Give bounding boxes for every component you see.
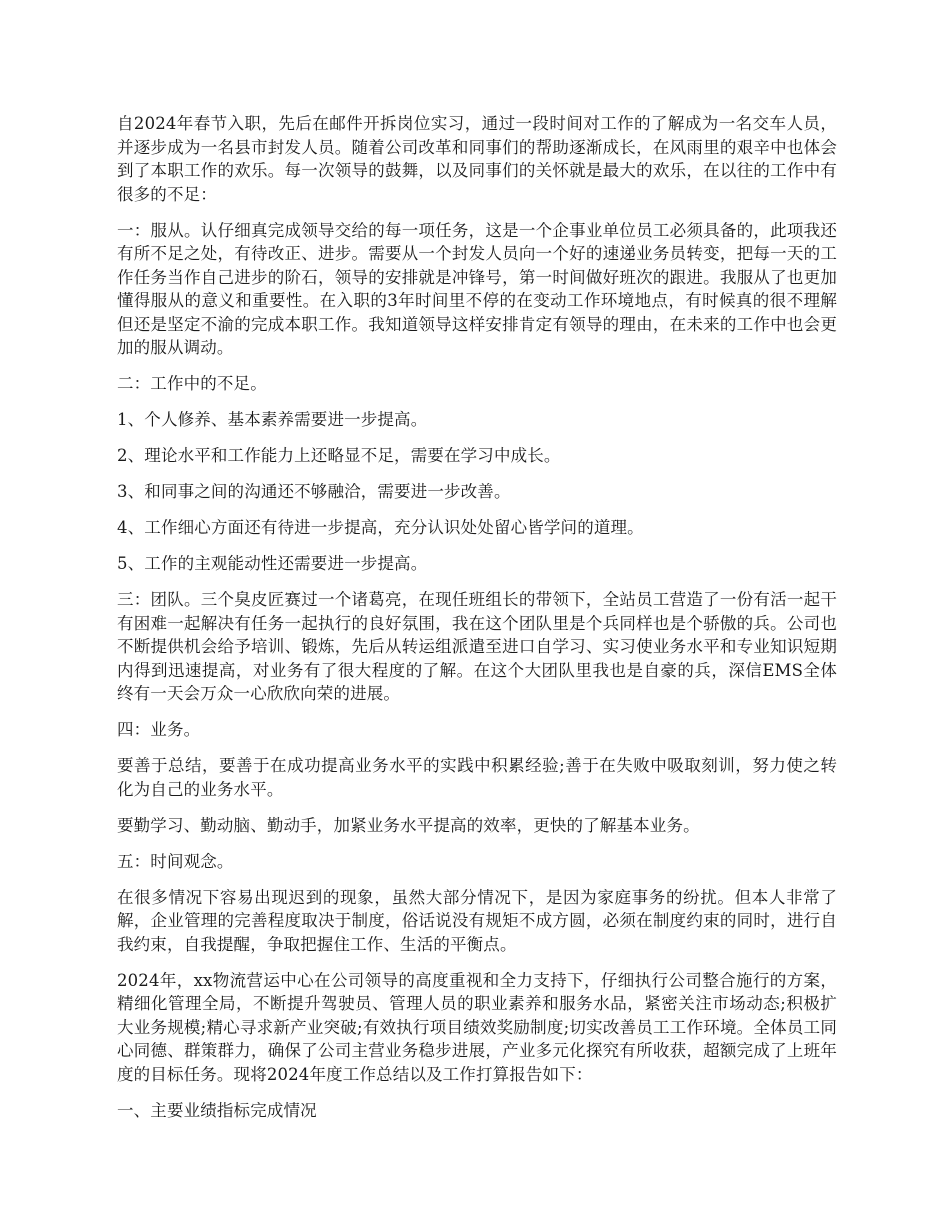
- paragraph-heading-performance: 一、主要业绩指标完成情况: [117, 1100, 317, 1120]
- paragraph-section-time-heading: 五：时间观念。: [117, 851, 234, 871]
- list-item-shortcoming-1: 1、个人修养、基本素养需要进一步提高。: [117, 410, 428, 429]
- paragraph-time-concept: 在很多情况下容易出现迟到的现象，虽然大部分情况下，是因为家庭事务的纷扰。但本人非常了解，企业管理的完善程度取决于制度，俗话说没有规矩不成方圆，必须在制度约束的同时，进行自我约束，自我提醒，争取把握住工作、生活的平衡点。: [117, 887, 837, 954]
- paragraph-business-summary: 要善于总结，要善于在成功提高业务水平的实践中积累经验;善于在失败中吸取刻训，努力使之转化为自己的业务水平。: [117, 756, 837, 799]
- paragraph-business-study: 要勤学习、勤动脑、勤动手，加紧业务水平提高的效率，更快的了解基本业务。: [117, 815, 700, 835]
- paragraph-section-team: 三：团队。三个臭皮匠赛过一个诸葛亮，在现任班组长的带领下，全站员工营造了一份有活一起干有困难一起解决有任务一起执行的良好氛围，我在这个团队里是个兵同样也是个骄傲的兵。公司也不断提供机会给予培训、锻炼，先后从转运组派遣至进口自学习、实习使业务水平和专业知识短期内得到迅速提高，对业务有了很大程度的了解。在这个大团队里我也是自豪的兵，深信EMS全体终有一天会万众一心欣欣向荣的进展。: [117, 590, 837, 703]
- list-item-shortcoming-2: 2、理论水平和工作能力上还略显不足，需要在学习中成长。: [117, 446, 561, 465]
- paragraph-intro: 自2024年春节入职，先后在邮件开拆岗位实习，通过一段时间对工作的了解成为一名交车人员，并逐步成为一名县市封发人员。随着公司改革和同事们的帮助逐渐成长，在风雨里的艰辛中也体会到了本职工作的欢乐。每一次领导的鼓舞，以及同事们的关怀就是最大的欢乐，在以往的工作中有很多的不足：: [117, 114, 837, 204]
- list-item-shortcoming-3: 3、和同事之间的沟通还不够融洽，需要进一步改善。: [117, 482, 511, 501]
- list-item-shortcoming-4: 4、工作细心方面还有待进一步提高，充分认识处处留心皆学问的道理。: [117, 518, 644, 537]
- paragraph-section-obedience: 一：服从。认仔细真完成领导交给的每一项任务，这是一个企事业单位员工必须具备的，此项我还有所不足之处，有待改正、进步。需要从一个封发人员向一个好的速递业务员转变，把每一天的工作任务当作自己进步的阶石，领导的安排就是冲锋号，第一时间做好班次的跟进。我服从了也更加懂得服从的意义和重要性。在入职的3年时间里不停的在变动工作环境地点，有时候真的很不理解但还是坚定不渝的完成本职工作。我知道领导这样安排肯定有领导的理由，在未来的工作中也会更加的服从调动。: [117, 220, 837, 357]
- document-body: [117, 112, 837, 1135]
- paragraph-annual-report: 2024年，xx物流营运中心在公司领导的高度重视和全力支持下，仔细执行公司整合施行的方案，精细化管理全局，不断提升驾驶员、管理人员的职业素养和服务水品，紧密关注市场动态;积极扩大业务规模;精心寻求新产业突破;有效执行项目绩效奖励制度;切实改善员工工作环境。全体员工同心同德、群策群力，确保了公司主营业务稳步进展，产业多元化探究有所收获，超额完成了上班年度的目标任务。现将2024年度工作总结以及工作打算报告如下：: [117, 970, 837, 1084]
- list-item-shortcoming-5: 5、工作的主观能动性还需要进一步提高。: [117, 554, 428, 573]
- paragraph-section-shortcomings-heading: 二：工作中的不足。: [117, 374, 267, 393]
- paragraph-section-business-heading: 四：业务。: [117, 720, 201, 739]
